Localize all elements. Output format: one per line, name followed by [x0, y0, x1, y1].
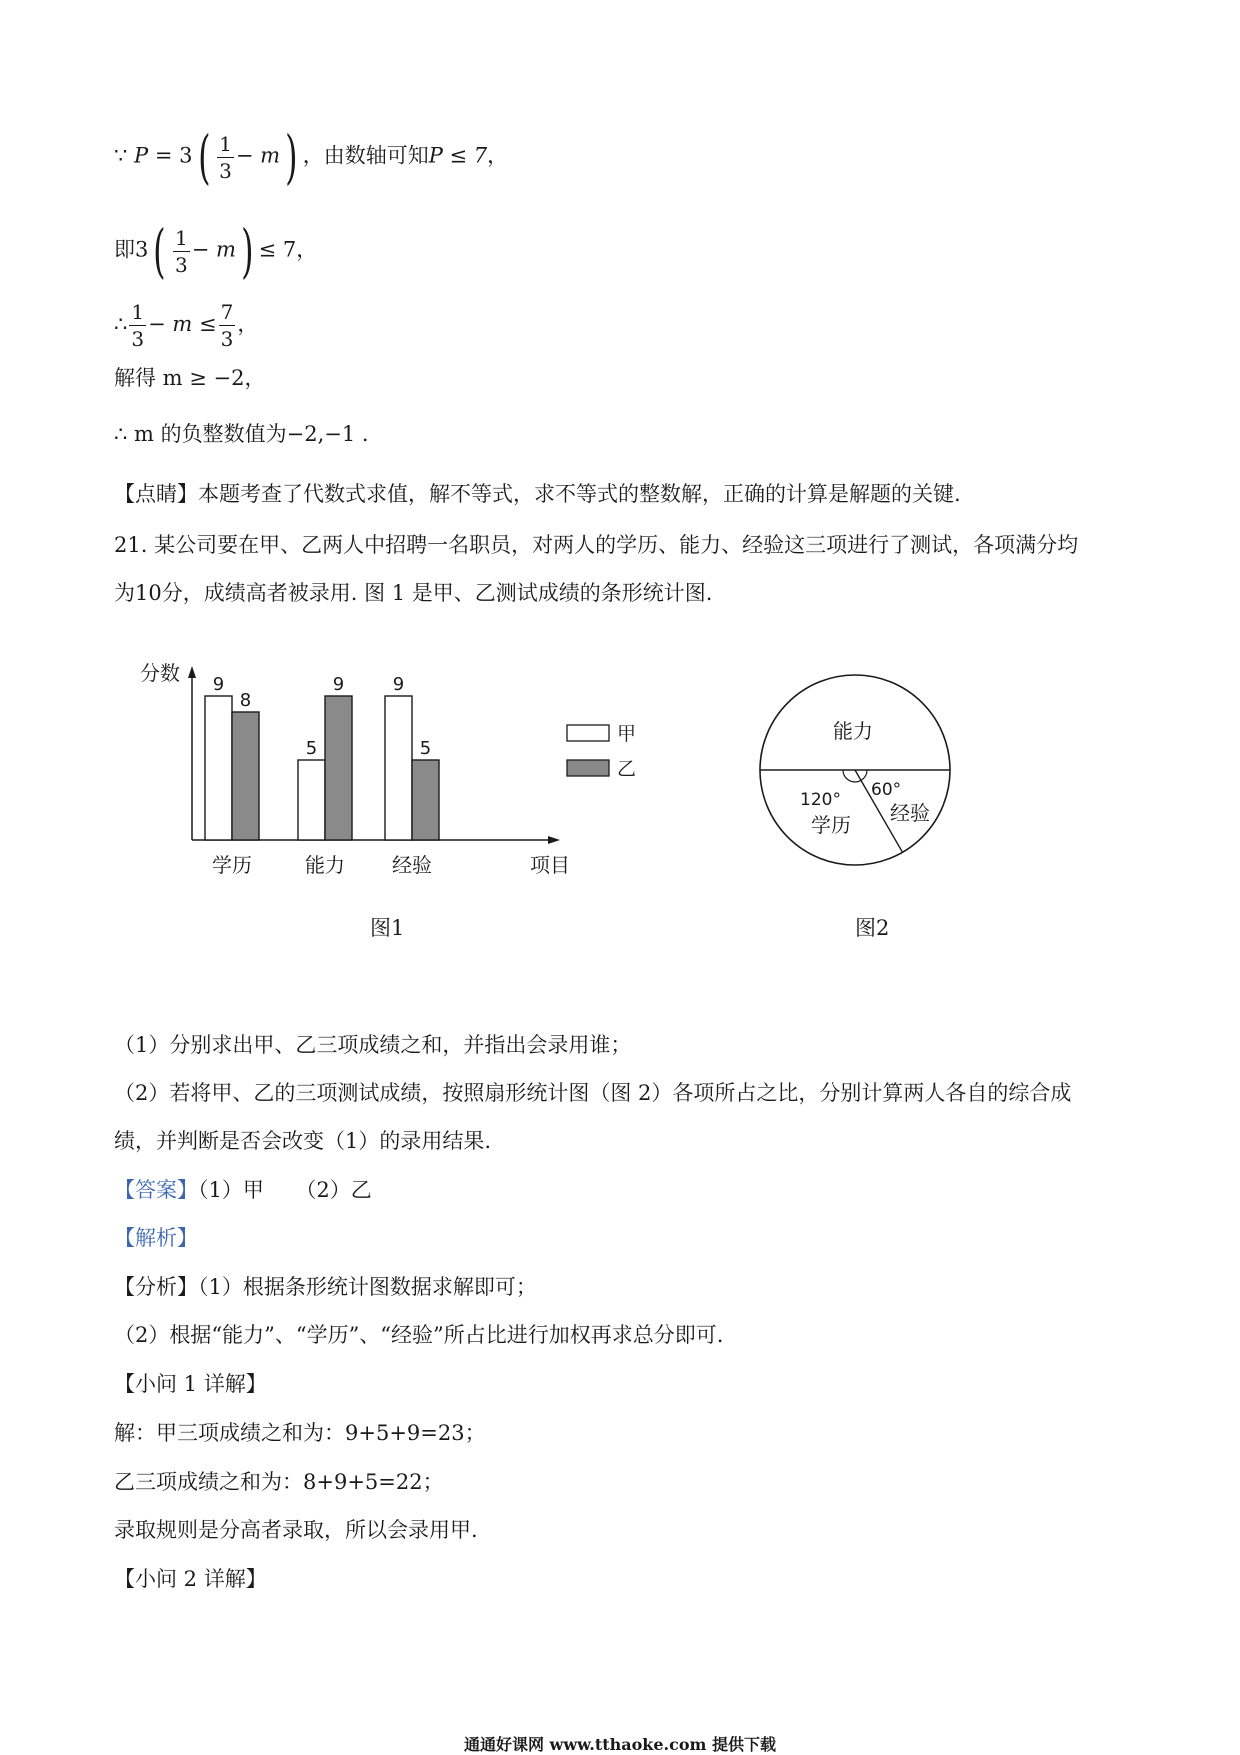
detail-heading-2: 【小问 2 详解】 [114, 1567, 267, 1591]
sub-question-2-line1: （2）若将甲、乙的三项测试成绩，按照扇形统计图（图 2）各项所占之比，分别计算两人各自的综合成 [114, 1081, 1072, 1105]
detail-heading-1: 【小问 1 详解】 [114, 1372, 267, 1396]
y-axis-arrow [188, 666, 196, 678]
x-axis-arrow [548, 836, 560, 844]
angle-label-120: 120° [800, 790, 841, 810]
legend-label-yi: 乙 [617, 758, 637, 780]
bar-yi-1 [325, 696, 352, 840]
analysis-1: 【分析】（1）根据条形统计图数据求解即可； [114, 1275, 537, 1299]
sub-question-1: （1）分别求出甲、乙三项成绩之和，并指出会录用谁； [114, 1033, 632, 1057]
answer-text: （1）甲 （2）乙 [198, 1178, 372, 1202]
solve-m: 解得 m ≥ −2， [114, 366, 266, 390]
solution-step-1: 解：甲三项成绩之和为：9+5+9=23； [114, 1421, 486, 1445]
question-21-line1: 21. 某公司要在甲、乙两人中招聘一名职员，对两人的学历、能力、经验这三项进行了测试，各项满分均 [114, 533, 1079, 557]
y-axis-label: 分数 [140, 661, 180, 685]
bar-value-label: 8 [239, 690, 252, 711]
remark-dianjing: 【点睛】本题考查了代数式求值，解不等式，求不等式的整数解，正确的计算是解题的关键. [114, 482, 961, 506]
answer-tag: 【答案】 [114, 1178, 198, 1202]
bar-value-label: 5 [305, 738, 318, 759]
slice-label-nengli: 能力 [833, 719, 873, 743]
bar-value-label: 9 [392, 674, 405, 695]
analysis-2: （2）根据“能力”、“学历”、“经验”所占比进行加权再求总分即可. [114, 1323, 724, 1347]
fraction: $\frac{1}{3}$ [131, 300, 145, 351]
bar-jia-0 [205, 696, 232, 840]
negative-integer-values: ∴ m 的负整数值为−2,−1 . [114, 422, 369, 446]
slice-label-xueli: 学历 [811, 813, 851, 837]
bar-jia-1 [298, 760, 325, 840]
category-label: 经验 [392, 853, 432, 877]
bar-group [205, 674, 439, 840]
solution-step-3: 录取规则是分高者录取，所以会录用甲. [114, 1518, 478, 1542]
sub-question-2-line2: 绩，并判断是否会改变（1）的录用结果. [114, 1129, 492, 1153]
angle-label-60: 60° [871, 780, 902, 800]
fraction: $\frac{7}{3}$ [220, 300, 234, 351]
category-label: 能力 [305, 853, 345, 877]
fraction: $\frac{1}{3}$ [219, 131, 232, 183]
legend-swatch-jia [574, 650, 575, 651]
bar-value-label: 5 [419, 738, 432, 759]
legend-label-jia: 甲 [617, 723, 637, 745]
question-21-line2: 为10分，成绩高者被录用. 图 1 是甲、乙测试成绩的条形统计图. [114, 581, 713, 605]
legend-swatch-yi [567, 760, 609, 776]
bar-yi-0 [232, 712, 259, 840]
chart-legend [565, 720, 645, 790]
var-p: P [134, 143, 149, 168]
legend-swatch-jia [567, 725, 609, 741]
bar-value-label: 9 [332, 674, 345, 695]
equation-p-definition: ∵ P = 3( $\frac{1}{3}$ − m) ，由数轴可知P ≤ 7， [114, 123, 509, 191]
bar-value-label: 9 [212, 674, 225, 695]
figure1-caption: 图1 [370, 916, 405, 940]
inequality-step-2: ∴ $\frac{1}{3}$ − m ≤ $\frac{7}{3}$ ， [114, 300, 259, 351]
category-label: 学历 [212, 853, 252, 877]
bar-yi-2 [412, 760, 439, 840]
fraction: $\frac{1}{3}$ [175, 225, 188, 277]
bar-jia-2 [385, 696, 412, 840]
footer-watermark: 通通好课网 www.tthaoke.com 提供下载 [463, 1735, 777, 1754]
analysis-tag: 【解析】 [114, 1226, 198, 1250]
figure2-caption: 图2 [855, 916, 890, 940]
category-labels [212, 853, 432, 877]
bar-chart-figure1 [130, 650, 590, 900]
slice-label-jingyan: 经验 [890, 801, 930, 825]
pie-chart-figure2 [755, 670, 955, 870]
inequality-step-1: 即3( $\frac{1}{3}$ − m) ≤ 7， [114, 217, 318, 285]
solution-step-2: 乙三项成绩之和为：8+9+5=22； [114, 1470, 444, 1494]
x-axis-label: 项目 [530, 853, 570, 877]
answer-line [114, 1180, 372, 1201]
